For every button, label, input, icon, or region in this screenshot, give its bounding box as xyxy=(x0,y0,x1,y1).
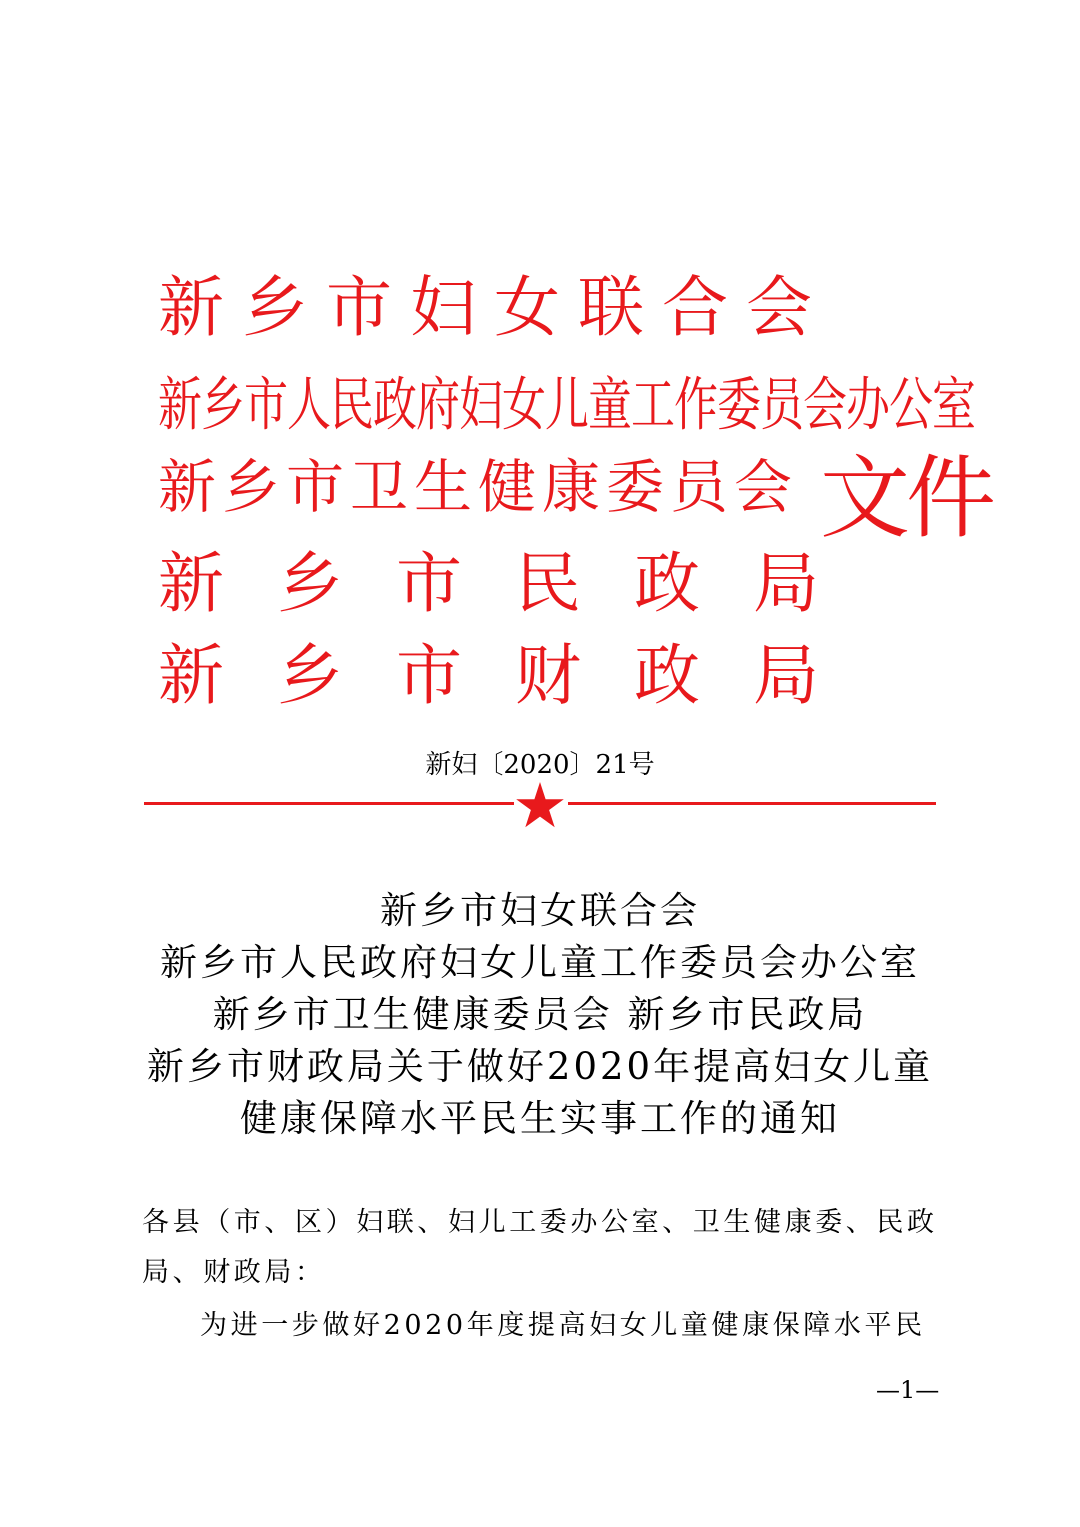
separator-rule-left xyxy=(144,802,514,805)
issuer-name-womens-federation: 新乡市妇女联合会 xyxy=(158,269,830,346)
title-line: 新乡市卫生健康委员会 新乡市民政局 xyxy=(212,993,868,1036)
title-line: 新乡市妇女联合会 xyxy=(380,889,700,932)
addressee-line: 局、财政局： xyxy=(142,1257,326,1288)
issuer-name-civil-affairs-bureau: 新乡市民政局 xyxy=(158,545,872,622)
issuer-name-finance-bureau: 新乡市财政局 xyxy=(158,637,872,714)
document-number: 新妇〔2020〕21号 xyxy=(425,750,655,780)
body-paragraph: 为进一步做好2020年度提高妇女儿童健康保障水平民 xyxy=(200,1310,926,1341)
title-line: 健康保障水平民生实事工作的通知 xyxy=(240,1097,840,1140)
page-number: —1— xyxy=(876,1376,940,1404)
title-line: 新乡市人民政府妇女儿童工作委员会办公室 xyxy=(160,941,920,984)
addressee-line: 各县（市、区）妇联、妇儿工委办公室、卫生健康委、民政 xyxy=(142,1207,938,1238)
issuer-name-womens-children-committee: 新乡市人民政府妇女儿童工作委员会办公室 xyxy=(158,371,975,439)
document-label: 文件 xyxy=(820,446,992,551)
star-icon xyxy=(515,781,565,831)
title-line: 新乡市财政局关于做好2020年提高妇女儿童 xyxy=(146,1045,934,1088)
issuer-name-health-commission: 新乡市卫生健康委员会 xyxy=(158,453,799,521)
separator-rule-right xyxy=(568,802,936,805)
